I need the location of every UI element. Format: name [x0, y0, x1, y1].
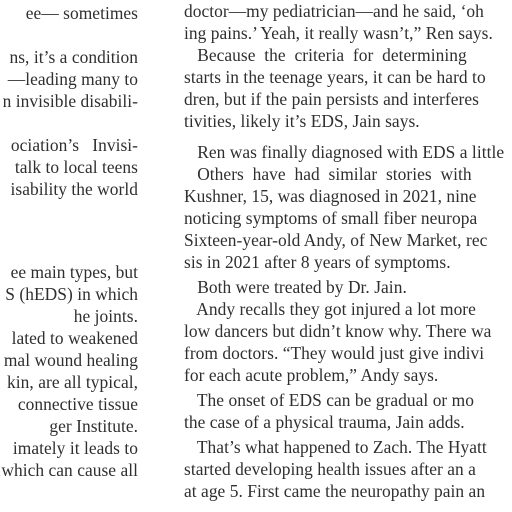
text-line: isability the world [10, 179, 138, 199]
text-line: The onset of EDS can be gradual or mo [184, 390, 474, 410]
text-line: from doctors. “They would just give indivi [184, 343, 485, 363]
text-line: S (hEDS) in which [5, 284, 138, 304]
text-line: Because the criteria for determining [184, 45, 467, 65]
text-line: ociation’s Invisi- [10, 135, 138, 155]
text-line: at age 5. First came the neuropathy pain an [184, 481, 486, 501]
text-line: which can cause all [1, 460, 138, 480]
text-line: Sixteen-year-old Andy, of New Market, rec [184, 230, 488, 250]
text-line: dren, but if the pain persists and interferes [184, 89, 479, 109]
text-line: for each acute problem,” Andy says. [184, 365, 439, 385]
text-line: noticing symptoms of small fiber neuropa [184, 208, 478, 228]
text-line: ee— sometimes [25, 3, 138, 23]
text-line: —leading many to [7, 69, 138, 89]
text-line: imately it leads to [12, 438, 138, 458]
text-line: sis in 2021 after 8 years of symptoms. [184, 252, 451, 272]
left-article-column [0, 0, 154, 512]
text-line: That’s what happened to Zach. The Hyatt [184, 437, 487, 457]
text-line: Kushner, 15, was diagnosed in 2021, nine [184, 186, 477, 206]
text-line: Others have had similar stories with [184, 164, 472, 184]
text-line: he joints. [73, 306, 138, 326]
text-line: tivities, likely it’s EDS, Jain says. [184, 111, 420, 131]
text-line: low dancers but didn’t know why. There wa [184, 321, 492, 341]
text-line: mal wound healing [3, 350, 138, 370]
text-line: ns, it’s a condition [9, 47, 138, 67]
text-line: connective tissue [17, 394, 138, 414]
text-line: ing pains.’ Yeah, it really wasn’t,” Ren says. [184, 23, 493, 43]
text-line: talk to local teens [14, 157, 138, 177]
text-line: started developing health issues after an a [184, 459, 476, 479]
text-line: n invisible disabili- [2, 91, 138, 111]
text-line: the case of a physical trauma, Jain adds. [184, 412, 465, 432]
text-line: ee main types, but [10, 262, 138, 282]
text-line: Andy recalls they got injured a lot more [184, 299, 476, 319]
text-line: doctor—my pediatrician—and he said, ‘oh [184, 1, 484, 21]
text-line: kin, are all typical, [7, 372, 138, 392]
right-article-column [184, 0, 512, 512]
text-line: Both were treated by Dr. Jain. [184, 277, 407, 297]
text-line: ger Institute. [49, 416, 138, 436]
text-line: lated to weakened [11, 328, 138, 348]
text-line: Ren was finally diagnosed with EDS a little [184, 142, 505, 162]
text-line: starts in the teenage years, it can be hard to [184, 67, 486, 87]
